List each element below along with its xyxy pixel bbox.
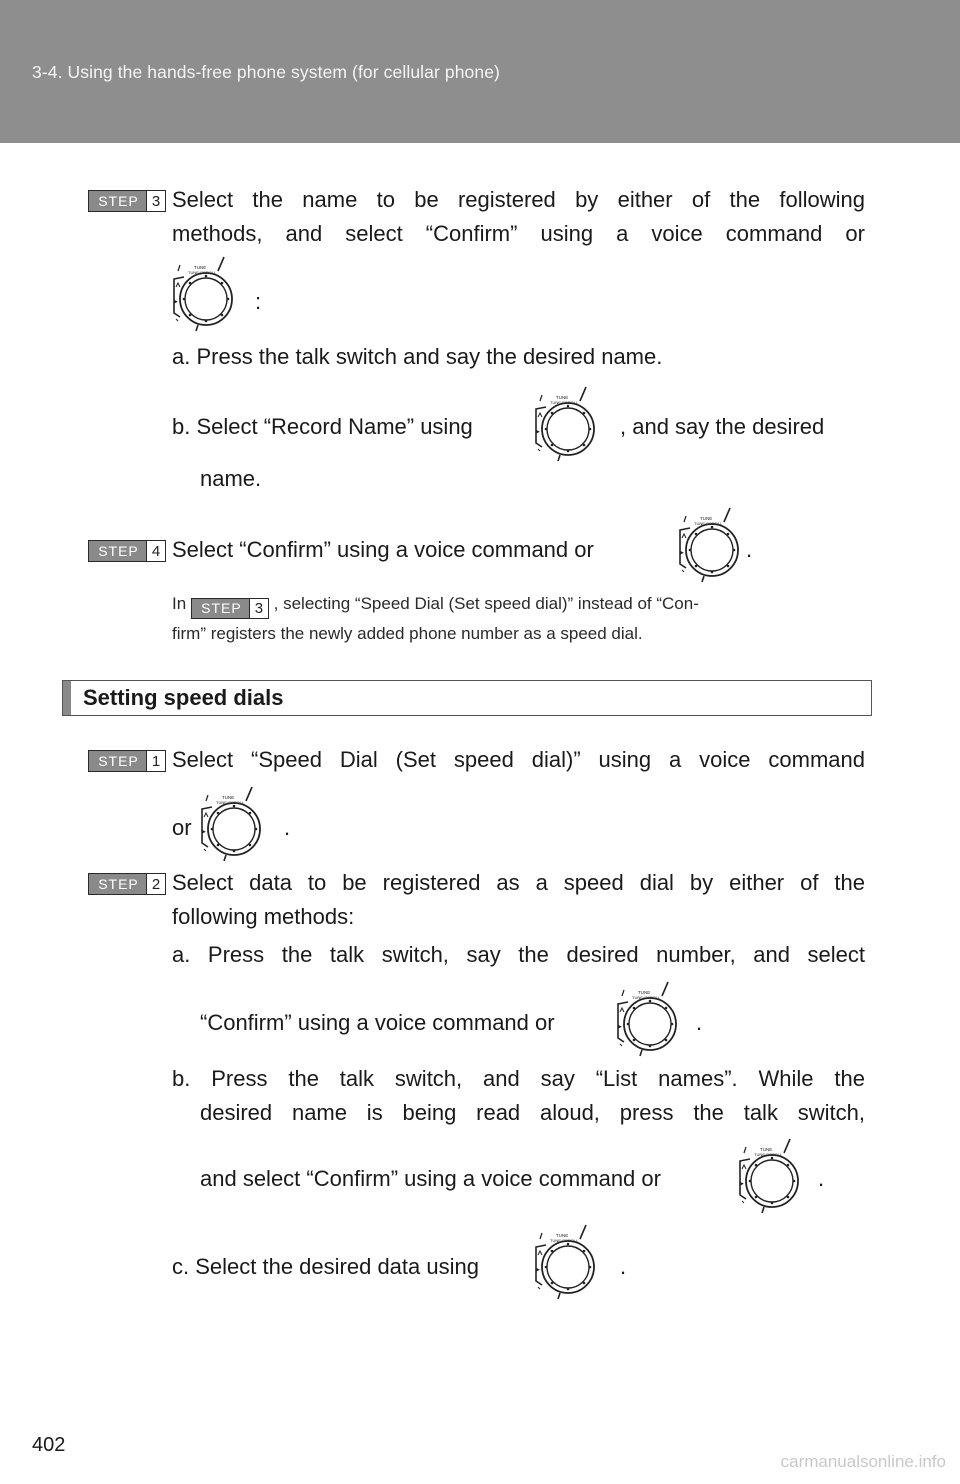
page-header: [0, 0, 960, 143]
step1-or: or: [172, 815, 192, 840]
step2-option-a-line1: a. Press the talk switch, say the desired number, and select: [172, 942, 865, 967]
tune-scroll-knob-icon: [614, 980, 684, 1060]
step2-option-b-line2: desired name is being read aloud, press the talk switch,: [200, 1100, 865, 1125]
step2-option-b-line1: b. Press the talk switch, and say “List names”. While the: [172, 1066, 865, 1091]
step2-text-line1: Select data to be registered as a speed dial by either of the: [172, 870, 865, 895]
step3-option-b-end: , and say the desired: [620, 414, 825, 439]
section-heading: [62, 680, 872, 716]
note-line1: [172, 594, 699, 619]
step3-option-b-cont: name.: [200, 466, 262, 491]
note-text: , selecting “Speed Dial (Set speed dial)” instead of “Con-: [273, 594, 699, 613]
note-line2: firm” registers the newly added phone number as a speed dial.: [172, 624, 643, 643]
step4-text: Select “Confirm” using a voice command or: [172, 537, 594, 562]
watermark: carmanualsonline.info: [780, 1452, 946, 1471]
step1-text-line1: Select “Speed Dial (Set speed dial)” using a voice command: [172, 747, 865, 772]
step3-option-b-start: b. Select “Record Name” using: [172, 414, 473, 439]
step-badge-number: 1: [146, 751, 165, 771]
step-badge-word: STEP: [98, 876, 139, 892]
step-badge-number: 4: [146, 541, 165, 561]
step2-option-a-period: .: [696, 1010, 703, 1035]
step2-text-line2: following methods:: [172, 904, 355, 929]
step-badge-3-inline: [191, 598, 269, 619]
step2-option-b-period: .: [818, 1166, 825, 1191]
step2-option-c: c. Select the desired data using: [172, 1254, 479, 1279]
step-badge-3: [88, 190, 166, 212]
page-number: 402: [32, 1434, 66, 1456]
step4-period: .: [746, 537, 753, 562]
step-badge-word: STEP: [98, 543, 139, 559]
step3-colon: :: [255, 289, 262, 314]
step3-option-a: a. Press the talk switch and say the desired name.: [172, 344, 663, 369]
section-heading-bar: [63, 681, 71, 715]
tune-scroll-knob-icon: [170, 255, 240, 335]
step2-option-c-period: .: [620, 1254, 627, 1279]
step-badge-word: STEP: [201, 600, 242, 616]
section-breadcrumb: 3-4. Using the hands-free phone system (for cellular phone): [32, 62, 500, 82]
note-prefix: In: [172, 594, 187, 613]
tune-scroll-knob-icon: [198, 785, 268, 865]
step-badge-word: STEP: [98, 193, 139, 209]
step3-text-line2: methods, and select “Confirm” using a voice command or: [172, 221, 865, 246]
step-badge-word: STEP: [98, 753, 139, 769]
step-badge-4: [88, 540, 166, 562]
step3-text-line1: Select the name to be registered by either of the following: [172, 187, 865, 212]
step1-period: .: [284, 815, 291, 840]
step-badge-number: 2: [146, 874, 165, 894]
step-badge-number: 3: [146, 191, 165, 211]
section-heading-title: Setting speed dials: [83, 685, 284, 710]
tune-scroll-knob-icon: [532, 1223, 602, 1303]
step-badge-2: [88, 873, 166, 895]
step2-option-b-line3: and select “Confirm” using a voice command or: [200, 1166, 661, 1191]
tune-scroll-knob-icon: [676, 506, 746, 586]
step2-option-a-line2: “Confirm” using a voice command or: [200, 1010, 555, 1035]
step-badge-1: [88, 750, 166, 772]
tune-scroll-knob-icon: [736, 1137, 806, 1217]
step-badge-number: 3: [249, 599, 268, 618]
tune-scroll-knob-icon: [532, 385, 602, 465]
